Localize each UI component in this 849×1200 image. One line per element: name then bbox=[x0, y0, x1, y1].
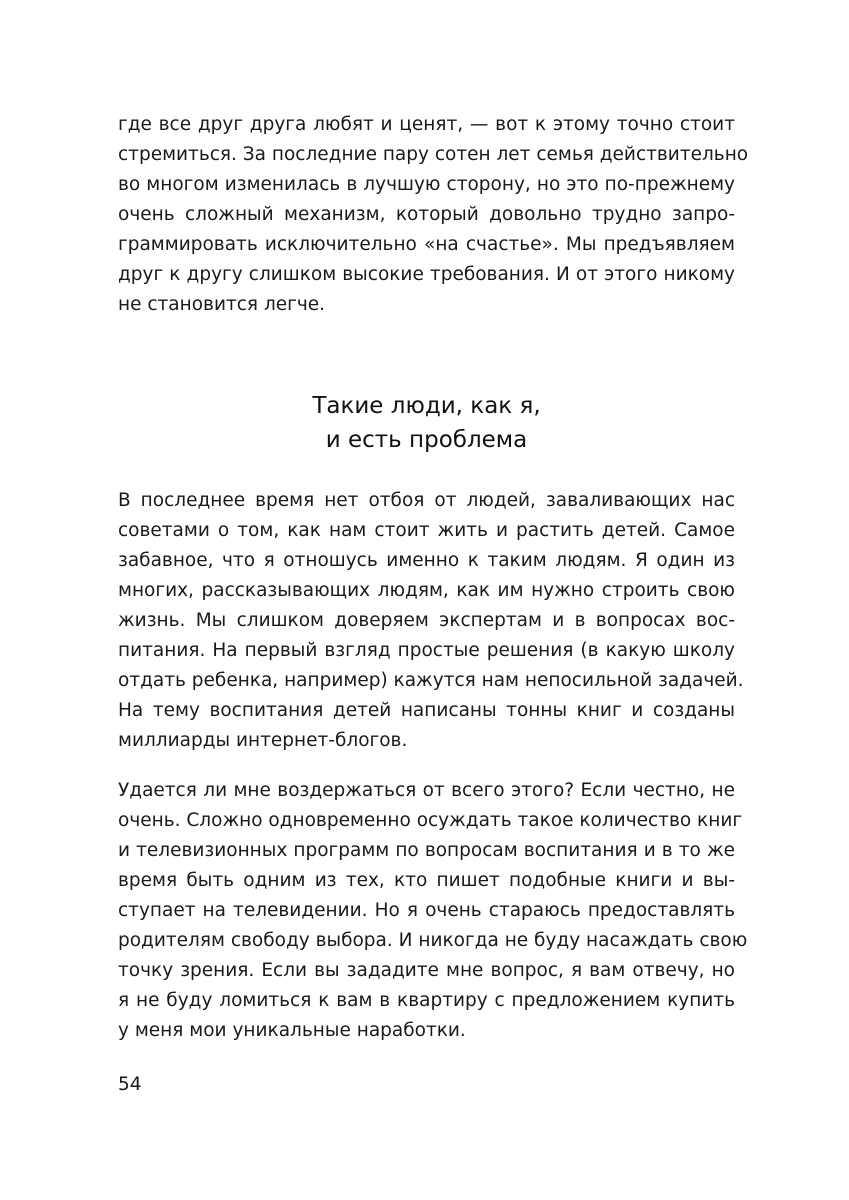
text-line: Удается ли мне воздержаться от всего этого? Если честно, не bbox=[118, 780, 735, 801]
text-line: отдать ребенка, например) кажутся нам непосильной задачей. bbox=[118, 670, 744, 691]
page-number: 54 bbox=[118, 1074, 142, 1095]
text-line: время быть одним из тех, кто пишет подобные книги и вы- bbox=[118, 870, 735, 891]
text-line: ступает на телевидении. Но я очень стараюсь предоставлять bbox=[118, 900, 735, 921]
heading-line: Такие люди, как я, bbox=[312, 393, 541, 419]
text-line: я не буду ломиться к вам в квартиру с предложением купить bbox=[118, 990, 735, 1011]
text-line: граммировать исключительно «на счастье». Мы предъявляем bbox=[118, 234, 735, 255]
text-line: не становится легче. bbox=[118, 294, 326, 315]
text-line: очень сложный механизм, который довольно трудно запро- bbox=[118, 204, 735, 225]
text-line: На тему воспитания детей написаны тонны книг и созданы bbox=[118, 700, 735, 721]
text-line: советами о том, как нам стоит жить и растить детей. Самое bbox=[118, 520, 735, 541]
text-line: питания. На первый взгляд простые решения (в какую школу bbox=[118, 640, 735, 661]
text-line: жизнь. Мы слишком доверяем экспертам и в вопросах вос- bbox=[118, 610, 735, 631]
text-line: В последнее время нет отбоя от людей, заваливающих нас bbox=[118, 490, 735, 511]
text-line: очень. Сложно одновременно осуждать такое количество книг bbox=[118, 810, 743, 831]
text-line: и телевизионных программ по вопросам воспитания и в то же bbox=[118, 840, 735, 861]
text-line: многих, рассказывающих людям, как им нужно строить свою bbox=[118, 580, 735, 601]
text-line: во многом изменилась в лучшую сторону, но это по-прежнему bbox=[118, 174, 735, 195]
text-line: миллиарды интернет-блогов. bbox=[118, 730, 408, 751]
text-line: родителям свободу выбора. И никогда не буду насаждать свою bbox=[118, 930, 748, 951]
text-line: забавное, что я отношусь именно к таким людям. Я один из bbox=[118, 550, 735, 571]
text-line: у меня мои уникальные наработки. bbox=[118, 1020, 466, 1041]
text-line: стремиться. За последние пару сотен лет семья действительно bbox=[118, 144, 749, 165]
text-line: точку зрения. Если вы зададите мне вопрос, я вам отвечу, но bbox=[118, 960, 735, 981]
book-page bbox=[118, 0, 749, 1200]
text-line: где все друг друга любят и ценят, — вот к этому точно стоит bbox=[118, 114, 735, 135]
heading-line: и есть проблема bbox=[325, 427, 528, 453]
text-line: друг к другу слишком высокие требования. И от этого никому bbox=[118, 264, 735, 285]
